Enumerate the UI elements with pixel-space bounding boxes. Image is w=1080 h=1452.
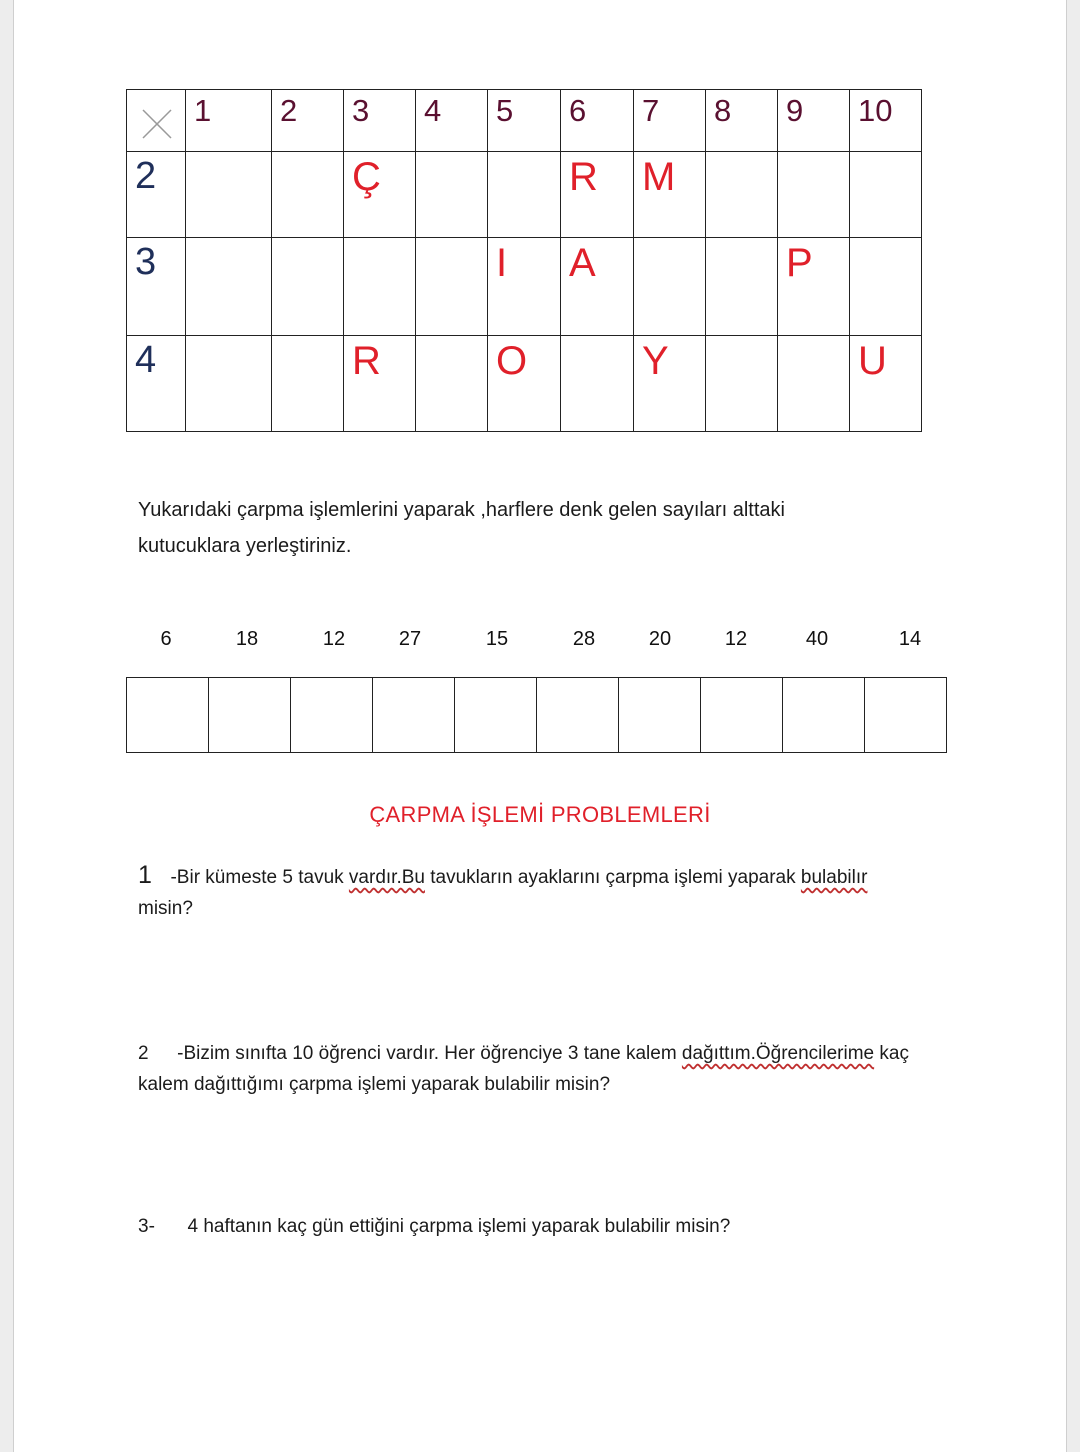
problem-2 [138,1038,958,1100]
grid-cell: O [488,336,561,432]
answer-box[interactable] [209,678,291,752]
grid-cell: U [850,336,922,432]
problem-text: 4 haftanın kaç gün ettiğini çarpma işlemi yaparak bulabilir misin? [187,1216,731,1237]
grid-row [127,152,922,238]
answer-number: 15 [485,628,509,650]
worksheet-page [13,0,1067,1452]
grid-cell [272,152,344,238]
grid-cell [416,152,488,238]
grid-row [127,336,922,432]
grid-cell [778,152,850,238]
answer-number: 40 [805,628,829,650]
grid-corner-cell [127,90,186,152]
problem-text: tavukların ayaklarını çarpma işlemi yaparak [424,867,801,888]
answer-number: 6 [160,628,172,650]
answer-boxes [126,677,947,753]
grid-cell [561,336,634,432]
grid-cell [706,152,778,238]
grid-cell [416,336,488,432]
answer-number: 12 [322,628,346,650]
grid-cell [488,152,561,238]
problem-text: misin? [138,898,193,919]
grid-cell: Y [634,336,706,432]
grid-header-row [127,90,922,152]
problem-text: kalem dağıttığımı çarpma işlemi yaparak bulabilir misin? [138,1074,611,1095]
answer-number: 20 [648,628,672,650]
answer-number: 12 [724,628,748,650]
grid-col-header: 3 [344,90,416,152]
problem-number: 3- [138,1216,155,1237]
instructions-line: kutucuklara yerleştiriniz. [138,535,352,557]
answer-box[interactable] [127,678,209,752]
grid-cell [634,238,706,336]
grid-cell: R [561,152,634,238]
grid-cell: Ç [344,152,416,238]
grid-cell [706,336,778,432]
problem-1 [138,860,958,924]
problem-text: -Bir kümeste 5 tavuk [170,867,349,888]
answer-box[interactable] [537,678,619,752]
grid-cell: A [561,238,634,336]
grid-cell: P [778,238,850,336]
answer-box[interactable] [783,678,865,752]
answer-box[interactable] [865,678,946,752]
multiplication-grid [126,89,922,432]
grid-cell [272,336,344,432]
grid-cell [778,336,850,432]
spelling-flag: dağıttım.Öğrencilerime [681,1043,875,1064]
grid-cell [272,238,344,336]
grid-row [127,238,922,336]
grid-col-header: 5 [488,90,561,152]
answer-box[interactable] [455,678,537,752]
spelling-flag: vardır.Bu [348,867,425,888]
answer-box[interactable] [373,678,455,752]
grid-col-header: 4 [416,90,488,152]
grid-row-label: 3 [127,238,186,336]
answer-number: 28 [572,628,596,650]
answer-number: 18 [235,628,259,650]
problem-text: -Bizim sınıfta 10 öğrenci vardır. Her öğrenciye 3 tane kalem [177,1043,682,1064]
grid-col-header: 9 [778,90,850,152]
instructions-text [138,492,938,564]
cross-icon [141,108,173,140]
grid-col-header: 6 [561,90,634,152]
grid-col-header: 10 [850,90,922,152]
grid-cell [416,238,488,336]
grid-row-label: 2 [127,152,186,238]
answer-box[interactable] [619,678,701,752]
answer-number: 14 [898,628,922,650]
grid-col-header: 8 [706,90,778,152]
grid-cell [186,336,272,432]
answer-box[interactable] [291,678,373,752]
grid-col-header: 7 [634,90,706,152]
answer-number-row [14,628,1066,656]
grid-col-header: 1 [186,90,272,152]
section-title: ÇARPMA İŞLEMİ PROBLEMLERİ [369,802,711,827]
grid-row-label: 4 [127,336,186,432]
problem-number: 1 [138,861,152,889]
grid-cell: I [488,238,561,336]
grid-cell [850,238,922,336]
grid-cell [186,238,272,336]
grid-cell [344,238,416,336]
grid-cell [706,238,778,336]
answer-box[interactable] [701,678,783,752]
problem-3 [138,1211,958,1242]
instructions-line: Yukarıdaki çarpma işlemlerini yaparak ,harflere denk gelen sayıları alttaki [138,499,785,521]
grid-cell [186,152,272,238]
grid-cell: M [634,152,706,238]
grid-cell [850,152,922,238]
grid-cell: R [344,336,416,432]
problem-text: kaç [874,1043,909,1064]
spelling-flag: bulabilır [800,867,868,888]
problem-number: 2 [138,1043,149,1064]
answer-number: 27 [398,628,422,650]
grid-col-header: 2 [272,90,344,152]
